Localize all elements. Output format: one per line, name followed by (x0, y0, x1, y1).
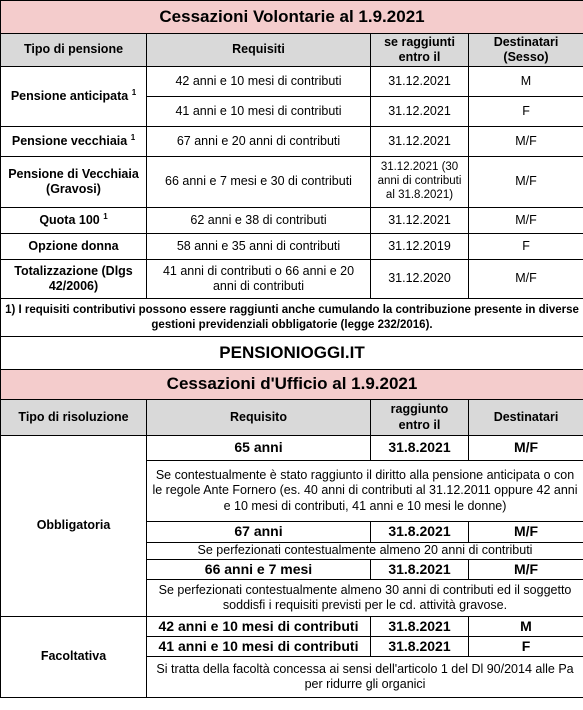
date-cell: 31.12.2021 (371, 97, 469, 127)
note-cell: Se contestualmente è stato raggiunto il diritto alla pensione anticipata o con le regole Ante Fornero (es. 40 anni di contributi al 31.12.2011 oppure 42 anni e 10 mesi di contributi, 41 anni e 10 mesi le donne) (147, 461, 583, 522)
header-requisiti: Requisiti (147, 34, 371, 67)
header-tipo-pensione: Tipo di pensione (1, 34, 147, 67)
row-label-pensione-vecchiaia: Pensione vecchiaia $^1$ (1, 127, 147, 157)
row-label-vecchiaia-gravosi: Pensione di Vecchiaia (Gravosi) (1, 157, 147, 208)
header-raggiunto-entro: raggiunto entro il (371, 400, 469, 436)
volontarie-title: Cessazioni Volontarie al 1.9.2021 (1, 1, 583, 34)
row-label-obbligatoria: Obbligatoria (1, 436, 147, 617)
dest-cell: M/F (469, 157, 583, 208)
table-row (1, 617, 583, 637)
row-label-quota-100: Quota 100 $^1$ (1, 208, 147, 234)
dest-cell: F (469, 234, 583, 260)
requisito-cell: 42 anni e 10 mesi di contributi (147, 617, 371, 637)
requisito-cell: 41 anni e 10 mesi di contributi (147, 97, 371, 127)
dest-cell: M/F (469, 560, 583, 580)
row-label-pensione-anticipata: Pensione anticipata $^1$ (1, 67, 147, 127)
dest-cell: M/F (469, 436, 583, 461)
requisito-cell: 67 anni e 20 anni di contributi (147, 127, 371, 157)
date-cell: 31.8.2021 (371, 637, 469, 657)
dest-cell: M/F (469, 127, 583, 157)
table-row (1, 67, 583, 97)
table-row (1, 260, 583, 299)
date-cell: 31.8.2021 (371, 522, 469, 543)
dest-cell: M/F (469, 208, 583, 234)
table-row (1, 157, 583, 208)
header-destinatari: Destinatari (469, 400, 583, 436)
header-se-raggiunti: se raggiunti entro il (371, 34, 469, 67)
dest-cell: M (469, 617, 583, 637)
date-cell: 31.8.2021 (371, 617, 469, 637)
requisito-cell: 65 anni (147, 436, 371, 461)
requisito-cell: 67 anni (147, 522, 371, 543)
dest-cell: F (469, 637, 583, 657)
date-cell: 31.8.2021 (371, 436, 469, 461)
ufficio-title: Cessazioni d'Ufficio al 1.9.2021 (1, 370, 583, 400)
dest-cell: M (469, 67, 583, 97)
header-requisito: Requisito (147, 400, 371, 436)
header-destinatari-sesso: Destinatari (Sesso) (469, 34, 583, 67)
note-cell: Si tratta della facoltà concessa ai sensi dell'articolo 1 del Dl 90/2014 alle Pa per ridurre gli organici (147, 657, 583, 698)
table-row (1, 234, 583, 260)
dest-cell: F (469, 97, 583, 127)
date-cell: 31.12.2021 (371, 67, 469, 97)
requisito-cell: 58 anni e 35 anni di contributi (147, 234, 371, 260)
row-label-opzione-donna: Opzione donna (1, 234, 147, 260)
note-cell: Se perfezionati contestualmente almeno 20 anni di contributi (147, 543, 583, 560)
date-cell: 31.12.2019 (371, 234, 469, 260)
requisito-cell: 62 anni e 38 di contributi (147, 208, 371, 234)
ufficio-header-row (1, 400, 583, 436)
dest-cell: M/F (469, 260, 583, 299)
requisito-cell: 66 anni e 7 mesi (147, 560, 371, 580)
table-row (1, 208, 583, 234)
footnote: 1) I requisiti contributivi possono essere raggiunti anche cumulando la contribuzione presente in diverse gestioni previdenziali obbligatorie (legge 232/2016). (1, 299, 583, 337)
date-cell: 31.12.2021 (371, 127, 469, 157)
requisito-cell: 42 anni e 10 mesi di contributi (147, 67, 371, 97)
volontarie-header-row (1, 34, 583, 67)
requisito-cell: 41 anni e 10 mesi di contributi (147, 637, 371, 657)
note-cell: Se perfezionati contestualmente almeno 30 anni di contributi ed il soggetto soddisfi i requisiti previsti per le cd. attività gravose. (147, 580, 583, 617)
date-cell: 31.8.2021 (371, 560, 469, 580)
brand-label: PENSIONIOGGI.IT (1, 337, 583, 370)
date-cell: 31.12.2021 (371, 208, 469, 234)
row-label-totalizzazione: Totalizzazione (Dlgs 42/2006) (1, 260, 147, 299)
header-tipo-risoluzione: Tipo di risoluzione (1, 400, 147, 436)
table-row (1, 127, 583, 157)
requisito-cell: 41 anni di contributi o 66 anni e 20 anni di contributi (147, 260, 371, 299)
date-cell: 31.12.2021 (30 anni di contributi al 31.8.2021) (371, 157, 469, 208)
table-row (1, 436, 583, 461)
dest-cell: M/F (469, 522, 583, 543)
row-label-facoltativa: Facoltativa (1, 617, 147, 698)
date-cell: 31.12.2020 (371, 260, 469, 299)
requisito-cell: 66 anni e 7 mesi e 30 di contributi (147, 157, 371, 208)
